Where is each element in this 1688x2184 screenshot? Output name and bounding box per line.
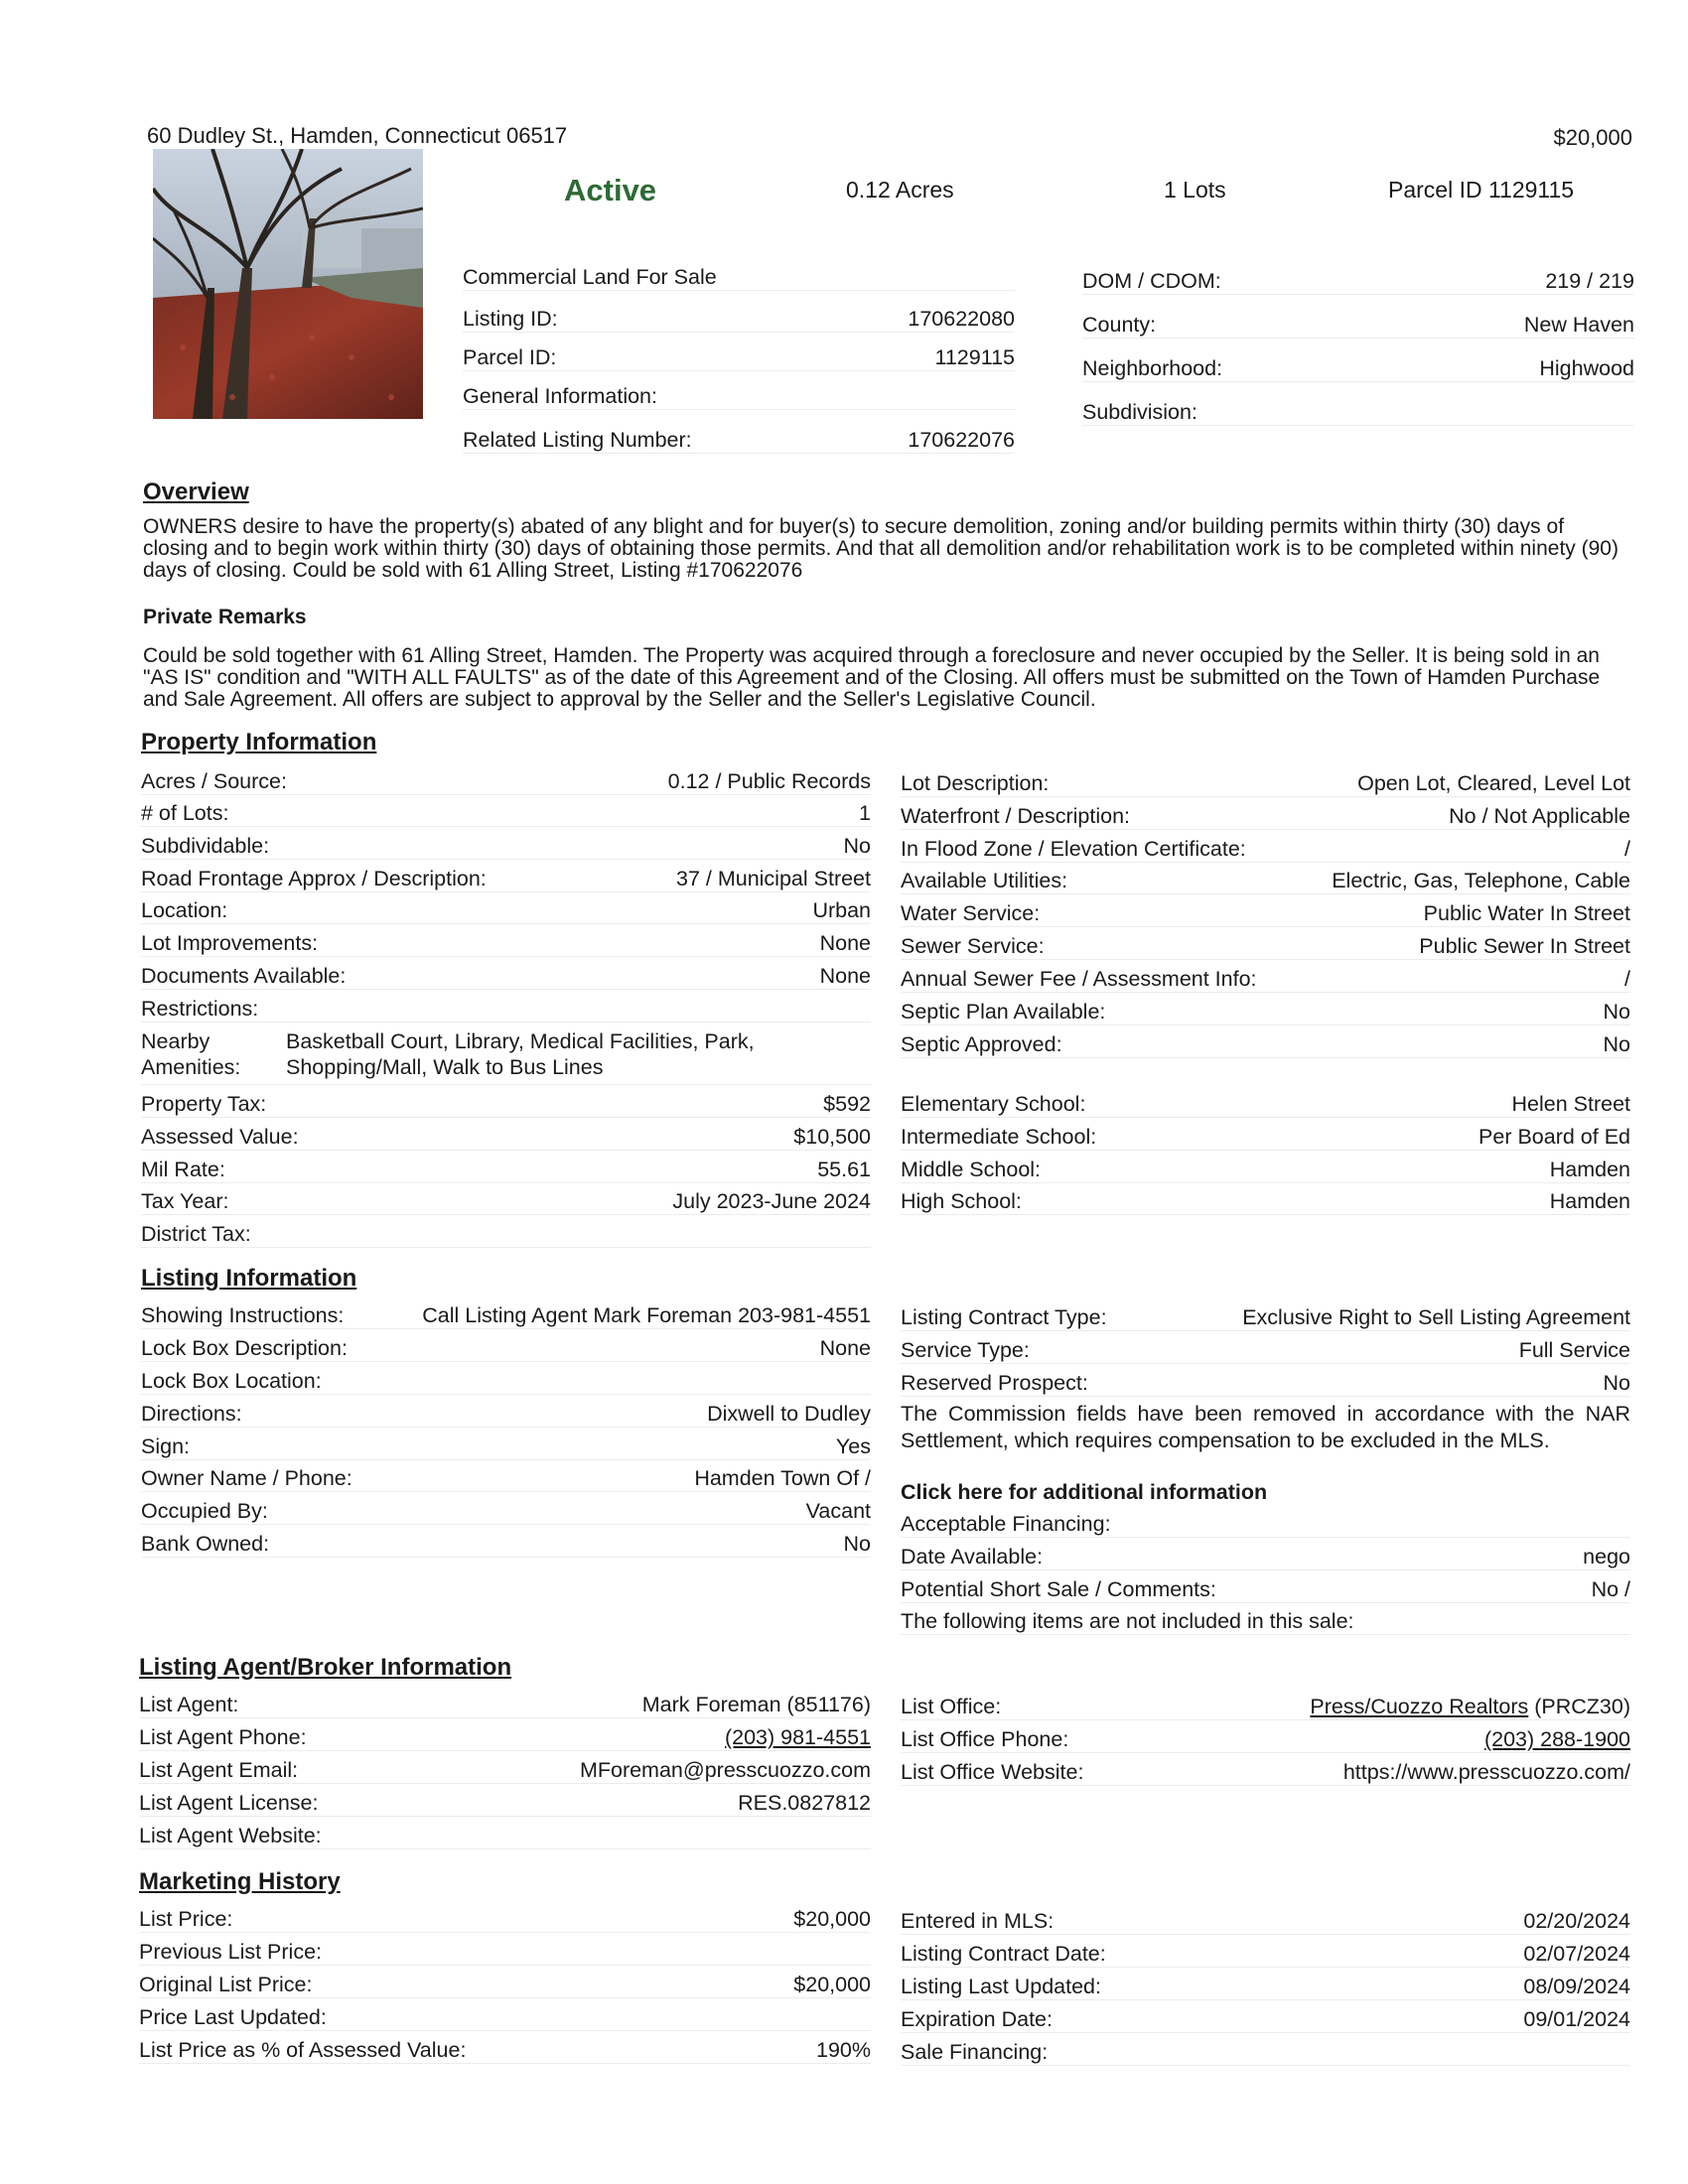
- property-row: [901, 999, 1630, 1025]
- listing-status: Active: [564, 173, 657, 207]
- property-type: Commercial Land For Sale: [463, 265, 717, 289]
- agent-label: List Agent Email:: [139, 1758, 299, 1782]
- marketing-row: [139, 1972, 871, 1998]
- summary-acres: 0.12 Acres: [846, 177, 954, 203]
- tax-row: [141, 1221, 871, 1248]
- agent-name: Mark Foreman (851176): [641, 1693, 871, 1716]
- marketing-value: $20,000: [793, 1973, 871, 1996]
- office-row: [901, 1694, 1630, 1720]
- listing-value: Dixwell to Dudley: [707, 1402, 871, 1426]
- marketing-label: Expiration Date:: [901, 2007, 1053, 2031]
- listing-label: Acceptable Financing:: [901, 1512, 1111, 1536]
- listing-value: Hamden Town Of /: [694, 1466, 871, 1490]
- agent-license: RES.0827812: [738, 1791, 871, 1815]
- agent-row: [139, 1757, 871, 1784]
- office-name-value: [1310, 1694, 1630, 1719]
- agent-info-title: Listing Agent/Broker Information: [139, 1654, 512, 1681]
- property-label: Documents Available:: [141, 964, 347, 988]
- listing-label: Listing Contract Type:: [901, 1305, 1107, 1329]
- property-value: No: [843, 834, 871, 858]
- tax-value: July 2023-June 2024: [672, 1189, 871, 1213]
- agent-row: [139, 1724, 871, 1751]
- listing-row: [141, 1498, 871, 1525]
- office-label: List Office Website:: [901, 1760, 1084, 1784]
- listing-row: [141, 1531, 871, 1558]
- property-label: Acres / Source:: [141, 769, 287, 793]
- listing-label: Reserved Prospect:: [901, 1371, 1088, 1395]
- basic-label: Subdivision:: [1082, 400, 1197, 424]
- marketing-value: 09/01/2024: [1523, 2007, 1630, 2031]
- property-row: [141, 996, 871, 1023]
- listing-label: Lock Box Location:: [141, 1369, 322, 1393]
- agent-label: List Agent License:: [139, 1791, 319, 1815]
- property-row: [141, 800, 871, 827]
- property-row: [141, 866, 871, 892]
- listing-row: [901, 1544, 1630, 1570]
- marketing-row: [901, 1941, 1630, 1968]
- listing-label: Potential Short Sale / Comments:: [901, 1577, 1216, 1601]
- property-row: [901, 868, 1630, 894]
- agent-row: [139, 1790, 871, 1817]
- additional-info-link[interactable]: Click here for additional information: [901, 1480, 1268, 1504]
- basic-label: General Information:: [463, 384, 657, 408]
- property-row: [141, 930, 871, 957]
- marketing-row: [139, 2004, 871, 2031]
- listing-value: Yes: [835, 1434, 871, 1458]
- school-row: [901, 1091, 1630, 1118]
- property-row: [901, 966, 1630, 993]
- basic-row: [1082, 399, 1634, 426]
- property-value: No: [1603, 1032, 1630, 1056]
- listing-row: [901, 1304, 1630, 1331]
- office-code: (PRCZ30): [1528, 1695, 1630, 1718]
- property-value: No: [1603, 1000, 1630, 1024]
- property-label: Annual Sewer Fee / Assessment Info:: [901, 967, 1257, 991]
- agent-row: [139, 1692, 871, 1718]
- property-value: /: [1624, 837, 1630, 861]
- basic-label: Related Listing Number:: [463, 428, 692, 452]
- basic-label: DOM / CDOM:: [1082, 269, 1221, 293]
- listing-row: [901, 1337, 1630, 1364]
- property-value: None: [819, 931, 871, 955]
- marketing-label: Listing Contract Date:: [901, 1942, 1106, 1966]
- school-row: [901, 1188, 1630, 1215]
- office-phone-link[interactable]: (203) 288-1900: [1483, 1727, 1630, 1751]
- property-label: Restrictions:: [141, 997, 259, 1021]
- property-value: Urban: [812, 898, 871, 922]
- basic-row: [463, 427, 1015, 454]
- neighborhood-value: Highwood: [1539, 356, 1634, 380]
- property-label: Septic Approved:: [901, 1032, 1062, 1056]
- list-price-header: $20,000: [1553, 125, 1632, 150]
- listing-value: No /: [1591, 1577, 1630, 1601]
- nearby-amenities-label: [141, 1028, 240, 1080]
- listing-value: Exclusive Right to Sell Listing Agreement: [1242, 1305, 1630, 1329]
- marketing-value: 02/20/2024: [1523, 1909, 1630, 1933]
- tax-row: [141, 1124, 871, 1151]
- property-value: Electric, Gas, Telephone, Cable: [1332, 869, 1630, 892]
- property-value: Public Water In Street: [1423, 901, 1630, 925]
- property-label: Available Utilities:: [901, 869, 1068, 892]
- office-label: List Office Phone:: [901, 1727, 1069, 1751]
- property-row: [141, 768, 871, 795]
- tax-label: Tax Year:: [141, 1189, 229, 1213]
- property-label: Sewer Service:: [901, 934, 1045, 958]
- basic-label: Neighborhood:: [1082, 356, 1223, 380]
- property-value: Open Lot, Cleared, Level Lot: [1357, 771, 1630, 795]
- listing-label: Sign:: [141, 1434, 191, 1458]
- property-row: [141, 833, 871, 860]
- tax-value: $10,500: [793, 1125, 871, 1149]
- marketing-row: [901, 2039, 1630, 2066]
- office-website[interactable]: https://www.presscuozzo.com/: [1342, 1760, 1630, 1784]
- property-photo-image: [153, 149, 423, 419]
- marketing-row: [901, 1908, 1630, 1935]
- property-label: Location:: [141, 898, 228, 922]
- marketing-label: Price Last Updated:: [139, 2005, 327, 2029]
- property-row: [141, 963, 871, 990]
- property-label: In Flood Zone / Elevation Certificate:: [901, 837, 1246, 861]
- basic-row: [1082, 355, 1634, 382]
- basic-row: [1082, 312, 1634, 339]
- commission-notice: The Commission fields have been removed in accordance with the NAR Settlement, which requires compensation to be excluded in the MLS.: [901, 1402, 1630, 1452]
- listing-row: [141, 1368, 871, 1395]
- marketing-label: Entered in MLS:: [901, 1909, 1055, 1933]
- marketing-row: [901, 1974, 1630, 2000]
- overview-title: Overview: [143, 478, 249, 505]
- listing-value: Full Service: [1518, 1338, 1630, 1362]
- property-info-title: Property Information: [141, 729, 377, 755]
- tax-label: Mil Rate:: [141, 1158, 225, 1181]
- county-value: New Haven: [1523, 313, 1634, 337]
- marketing-label: List Price as % of Assessed Value:: [139, 2038, 467, 2062]
- tax-row: [141, 1188, 871, 1215]
- school-value: Helen Street: [1511, 1092, 1630, 1116]
- summary-parcel: Parcel ID 1129115: [1388, 177, 1575, 203]
- listing-label: Occupied By:: [141, 1499, 268, 1523]
- school-row: [901, 1157, 1630, 1183]
- property-row: [901, 836, 1630, 863]
- listing-id-value: 170622080: [908, 307, 1015, 331]
- school-label: Elementary School:: [901, 1092, 1086, 1116]
- school-label: High School:: [901, 1189, 1022, 1213]
- marketing-row: [139, 2037, 871, 2064]
- marketing-row: [901, 2006, 1630, 2033]
- property-value: 0.12 / Public Records: [667, 769, 871, 793]
- property-label: Septic Plan Available:: [901, 1000, 1106, 1024]
- agent-label: List Agent Phone:: [139, 1725, 307, 1749]
- tax-value: $592: [823, 1092, 871, 1116]
- listing-row: [141, 1401, 871, 1428]
- property-label: Lot Improvements:: [141, 931, 319, 955]
- marketing-value: 08/09/2024: [1523, 1975, 1630, 1998]
- property-value: No / Not Applicable: [1449, 804, 1630, 828]
- property-label: Road Frontage Approx / Description:: [141, 867, 487, 890]
- listing-value: nego: [1583, 1545, 1630, 1569]
- amenities-label-line: Amenities:: [141, 1055, 241, 1079]
- marketing-label: List Price:: [139, 1907, 233, 1931]
- marketing-label: Previous List Price:: [139, 1940, 323, 1964]
- tax-label: District Tax:: [141, 1222, 251, 1246]
- amenities-label-line: Nearby: [141, 1029, 211, 1053]
- listing-row: [141, 1335, 871, 1362]
- listing-value: No: [843, 1532, 871, 1556]
- property-row: [141, 897, 871, 924]
- listing-value: None: [819, 1336, 871, 1360]
- basic-row: [1082, 268, 1634, 295]
- marketing-label: Original List Price:: [139, 1973, 313, 1996]
- listing-row: [901, 1511, 1630, 1538]
- listing-value: No: [1603, 1371, 1630, 1395]
- property-label: # of Lots:: [141, 801, 229, 825]
- parcel-id-value: 1129115: [934, 345, 1015, 369]
- office-label: List Office:: [901, 1695, 1002, 1718]
- property-value: None: [819, 964, 871, 988]
- marketing-value: 190%: [816, 2038, 871, 2062]
- agent-row: [139, 1823, 871, 1849]
- office-row: [901, 1759, 1630, 1786]
- tax-row: [141, 1091, 871, 1118]
- basic-row: [463, 264, 1015, 291]
- marketing-row: [139, 1939, 871, 1966]
- private-remarks-text: Could be sold together with 61 Alling Street, Hamden. The Property was acquired through a foreclosure and never occupied by the Seller. It is being sold in an "AS IS" condition and "WITH ALL FAULTS" as of the date of this Agreement and of the Closing. All offers must be submitted on the Town of Hamden Purchase and Sale Agreement. All offers are subject to approval by the Seller and the Seller's Legislative Council.: [143, 644, 1601, 711]
- listing-label: Lock Box Description:: [141, 1336, 348, 1360]
- amenities-value-line: Shopping/Mall, Walk to Bus Lines: [286, 1055, 604, 1079]
- basic-row: [463, 344, 1015, 371]
- property-row: [901, 933, 1630, 960]
- listing-row: [141, 1433, 871, 1460]
- overview-text: OWNERS desire to have the property(s) abated of any blight and for buyer(s) to secure demolition, zoning and/or building permits within thirty (30) days of closing and to begin work within thirty (30) days of obtaining those permits. And that all demolition and/or rehabilitation work is to be completed within ninety (90) days of closing. Could be sold with 61 Alling Street, Listing #170622076: [143, 515, 1618, 582]
- marketing-value: $20,000: [793, 1907, 871, 1931]
- property-label: Waterfront / Description:: [901, 804, 1130, 828]
- property-label: Lot Description:: [901, 771, 1050, 795]
- basic-label: Listing ID:: [463, 307, 558, 331]
- basic-row: [463, 383, 1015, 410]
- property-value: 1: [859, 801, 871, 825]
- property-label: Water Service:: [901, 901, 1041, 925]
- property-row: [901, 1031, 1630, 1058]
- listing-label: Service Type:: [901, 1338, 1030, 1362]
- related-listing-value: 170622076: [908, 428, 1015, 452]
- nearby-amenities-value: [286, 1028, 755, 1080]
- listing-row: [901, 1370, 1630, 1397]
- listing-label: Bank Owned:: [141, 1532, 270, 1556]
- agent-phone-link[interactable]: (203) 981-4551: [724, 1725, 871, 1749]
- school-row: [901, 1124, 1630, 1151]
- property-photo: [153, 149, 423, 419]
- property-row: [901, 803, 1630, 830]
- not-included-text: The following items are not included in this sale:: [901, 1608, 1630, 1635]
- school-value: Per Board of Ed: [1478, 1125, 1630, 1149]
- property-address: 60 Dudley St., Hamden, Connecticut 06517: [147, 123, 568, 148]
- listing-label: Date Available:: [901, 1545, 1044, 1569]
- listing-label: Directions:: [141, 1402, 242, 1426]
- listing-label: Owner Name / Phone:: [141, 1466, 352, 1490]
- basic-row: [463, 306, 1015, 333]
- marketing-label: Listing Last Updated:: [901, 1975, 1101, 1998]
- school-label: Middle School:: [901, 1158, 1042, 1181]
- marketing-value: 02/07/2024: [1523, 1942, 1630, 1966]
- tax-label: Assessed Value:: [141, 1125, 299, 1149]
- private-remarks-title: Private Remarks: [143, 606, 307, 628]
- listing-info-title: Listing Information: [141, 1265, 357, 1292]
- property-row: [901, 770, 1630, 797]
- marketing-row: [139, 1906, 871, 1933]
- nearby-amenities-row: [141, 1028, 871, 1085]
- marketing-title: Marketing History: [139, 1868, 341, 1895]
- property-value: Public Sewer In Street: [1419, 934, 1630, 958]
- marketing-label: Sale Financing:: [901, 2040, 1049, 2064]
- school-value: Hamden: [1549, 1189, 1630, 1213]
- office-row: [901, 1726, 1630, 1753]
- listing-row: [141, 1302, 871, 1329]
- property-label: Subdividable:: [141, 834, 270, 858]
- agent-label: List Agent Website:: [139, 1824, 322, 1847]
- agent-email[interactable]: MForeman@presscuozzo.com: [579, 1758, 871, 1782]
- agent-label: List Agent:: [139, 1693, 239, 1716]
- tax-label: Property Tax:: [141, 1092, 267, 1116]
- listing-label: Showing Instructions:: [141, 1303, 345, 1327]
- office-name-link[interactable]: Press/Cuozzo Realtors: [1310, 1695, 1529, 1718]
- listing-value: Call Listing Agent Mark Foreman 203-981-4551: [422, 1303, 871, 1327]
- listing-row: [901, 1576, 1630, 1603]
- tax-value: 55.61: [817, 1158, 871, 1181]
- basic-label: Parcel ID:: [463, 345, 557, 369]
- summary-lots: 1 Lots: [1164, 177, 1226, 203]
- listing-value: Vacant: [805, 1499, 871, 1523]
- amenities-value-line: Basketball Court, Library, Medical Facilities, Park,: [286, 1029, 755, 1053]
- property-value: /: [1624, 967, 1630, 991]
- basic-label: County:: [1082, 313, 1157, 337]
- property-row: [901, 900, 1630, 927]
- dom-value: 219 / 219: [1545, 269, 1634, 293]
- school-value: Hamden: [1549, 1158, 1630, 1181]
- tax-row: [141, 1157, 871, 1183]
- listing-row: [141, 1465, 871, 1492]
- property-value: 37 / Municipal Street: [676, 867, 871, 890]
- school-label: Intermediate School:: [901, 1125, 1097, 1149]
